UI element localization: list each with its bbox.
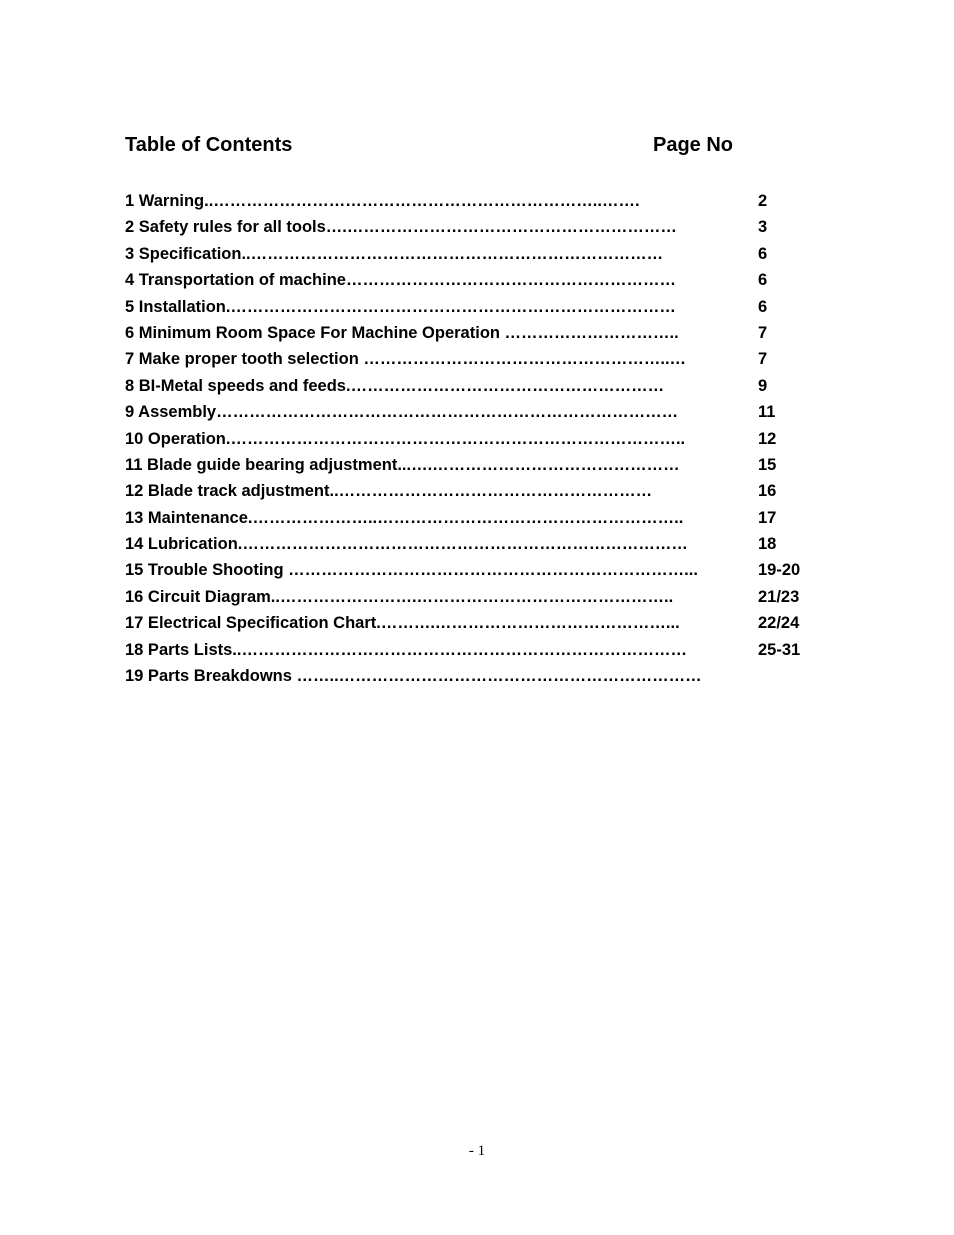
toc-entry[interactable] [125, 584, 825, 610]
toc-entry-page: 7 [758, 323, 768, 342]
toc-entry-page: 12 [758, 429, 777, 448]
toc-entry[interactable] [125, 478, 825, 504]
toc-entry-title: 15 Trouble Shooting ………………………………………………………………... [125, 561, 698, 580]
toc-entry[interactable] [125, 294, 825, 320]
toc-entry[interactable] [125, 267, 825, 293]
toc-entry-title: 19 Parts Breakdowns ……..………………………………………………………… [125, 667, 702, 686]
toc-entry-page: 3 [758, 218, 768, 237]
toc-entry[interactable] [125, 373, 825, 399]
toc-entry-title: 12 Blade track adjustment..………………………………………………… [125, 482, 653, 501]
toc-entry-page: 6 [758, 271, 768, 290]
toc-entry[interactable] [125, 610, 825, 636]
toc-entry-title: 8 BI-Metal speeds and feeds.………………………………………………… [125, 376, 665, 395]
toc-entry-title: 11 Blade guide bearing adjustment...….……………………………………… [125, 455, 680, 474]
toc-entry-page: 6 [758, 297, 768, 316]
toc-entry[interactable] [125, 346, 825, 372]
toc-entry-title: 5 Installation.……………………………………………………………………… [125, 297, 676, 316]
toc-entry-page: 11 [758, 403, 776, 422]
toc-entry[interactable] [125, 557, 825, 583]
toc-entry-page: 22/24 [758, 614, 800, 633]
page-number-column-heading: Page No [653, 134, 734, 156]
toc-entry-title: 4 Transportation of machine…………………………………………………… [125, 271, 676, 290]
toc-entry[interactable] [125, 663, 825, 689]
toc-entry-page: 2 [758, 192, 768, 210]
page-number-footer: - 1 [468, 1143, 486, 1159]
toc-entry-page: 25-31 [758, 640, 801, 659]
toc-entry-page: 15 [758, 455, 777, 474]
toc-entry-title: 10 Operation.……………………………………………………………………….. [125, 429, 686, 448]
toc-entry-title: 18 Parts Lists..……………………………………………………………………… [125, 640, 687, 659]
toc-entry-title: 9 Assembly………………………………………………………………………… [125, 403, 679, 422]
toc-entry-title: 16 Circuit Diagram..…………………….……………………………………….. [125, 587, 674, 606]
toc-entry[interactable] [125, 399, 825, 425]
toc-entry-title: 13 Maintenance.…………………..……………………………………………….. [125, 508, 684, 527]
toc-entry[interactable] [125, 320, 825, 346]
toc-entry[interactable] [125, 505, 825, 531]
toc-entry-page: 19-20 [758, 561, 801, 580]
toc-entry-page: 18 [758, 535, 777, 554]
toc-entry[interactable] [125, 637, 825, 663]
toc-entry-page: 6 [758, 244, 768, 263]
toc-entry[interactable] [125, 452, 825, 478]
toc-list [125, 188, 825, 689]
toc-entry-title: 1 Warning..……………………………………………………………..……. [125, 192, 640, 210]
toc-entry[interactable] [125, 241, 825, 267]
toc-entry-title: 3 Specification..………………………………………………………………… [125, 244, 664, 263]
toc-entry-title: 2 Safety rules for all tools….…………………………………………………… [125, 218, 677, 237]
toc-entry-title: 14 Lubrication.……………………………………………………………………… [125, 535, 688, 554]
toc-entry-title: 17 Electrical Specification Chart.……….……………………………………... [125, 614, 680, 633]
toc-entry-page: 17 [758, 508, 777, 527]
toc-entry-page: 7 [758, 350, 768, 369]
toc-entry[interactable] [125, 426, 825, 452]
toc-entry-title: 7 Make proper tooth selection ………………………………………………..… [125, 350, 687, 369]
toc-entry[interactable] [125, 188, 825, 214]
toc-entry-page: 16 [758, 482, 777, 501]
toc-entry[interactable] [125, 214, 825, 240]
toc-title: Table of Contents [125, 134, 293, 156]
toc-entry[interactable] [125, 531, 825, 557]
toc-entry-page: 21/23 [758, 587, 800, 606]
toc-entry-page: 9 [758, 376, 768, 395]
toc-entry-title: 6 Minimum Room Space For Machine Operation ………………………….. [125, 323, 679, 342]
